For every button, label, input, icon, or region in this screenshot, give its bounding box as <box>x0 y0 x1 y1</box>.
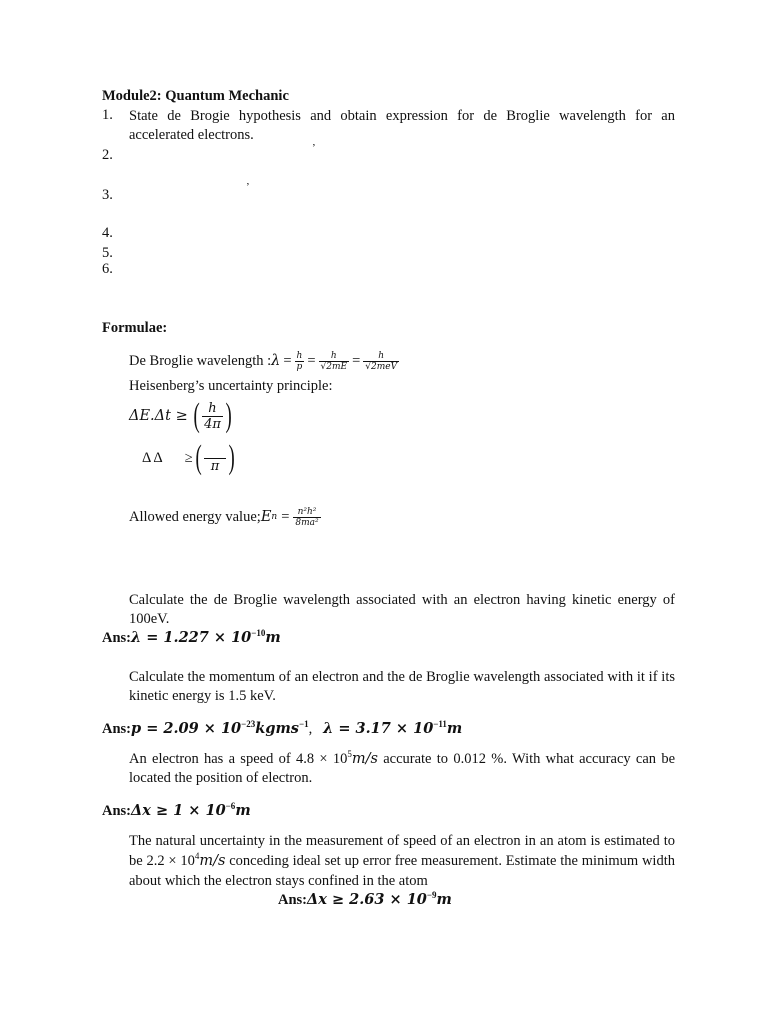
equals-sign: = <box>352 352 361 369</box>
question-number-5: 5. <box>102 245 113 261</box>
numerator: n²h² <box>293 507 320 518</box>
allowed-energy-label: Allowed energy value; <box>129 508 261 525</box>
answer-momentum: p = 2.09 × 10 <box>131 720 242 737</box>
answer-value: Δx ≥ 1 × 10 <box>131 802 226 819</box>
problem-text-part: accurate to 0.012 %. With what accuracy can be located the position of electron. <box>129 751 676 786</box>
exponent: 4 <box>194 851 200 861</box>
right-paren: ) <box>225 397 232 434</box>
equals-sign: = <box>283 352 292 369</box>
answer-value: Δx ≥ 2.63 × 10 <box>307 891 427 908</box>
problem-text-part: An electron has a speed of 4.8 × 10 <box>129 751 348 767</box>
problem-text-part: conceding ideal set up error free measurement. Estimate the minimum width about which the electron stays confined in the atom <box>129 853 675 889</box>
numerator <box>204 443 226 459</box>
de-broglie-label: De Broglie wavelength : <box>129 352 272 369</box>
answer-value: λ = 1.227 × 10 <box>131 629 252 646</box>
fraction-h-over-4pi <box>202 401 223 432</box>
problem-2-answer <box>102 720 462 738</box>
de-broglie-formula <box>129 346 399 376</box>
problem-3-answer <box>102 802 251 820</box>
answer-prefix: Ans: <box>278 892 308 908</box>
answer-exponent: −23 <box>241 719 256 729</box>
equals-sign: = <box>307 352 316 369</box>
right-paren: ) <box>228 439 235 476</box>
fraction-h-over-sqrt-2mE <box>319 351 350 372</box>
problem-2-text: Calculate the momentum of an electron and the de Broglie wavelength associated with it if its kinetic energy is 1.5 keV. <box>129 669 675 704</box>
question-number-6: 6. <box>102 261 113 277</box>
left-paren: ( <box>193 397 200 434</box>
problem-1-text: Calculate the de Broglie wavelength associated with an electron having kinetic energy of 100eV. <box>129 592 675 627</box>
question-number-3: 3. <box>102 187 113 203</box>
fraction-h-over-sqrt-2meV <box>363 351 399 372</box>
numerator: h <box>296 350 303 361</box>
problem-text-part: The natural uncertainty in the measurement of speed of an electron in an atom is estimated to be 2.2 × 10 <box>129 833 675 869</box>
denominator: √2mE <box>320 361 348 372</box>
energy-subscript: n <box>271 512 278 522</box>
denominator: √2meV <box>365 361 398 372</box>
numerator: h <box>319 351 350 362</box>
allowed-energy-formula <box>129 502 321 532</box>
answer-unit: m <box>235 802 251 819</box>
left-paren: ( <box>195 439 202 476</box>
problem-4-text <box>129 831 675 891</box>
answer-unit: m <box>265 629 281 646</box>
problem-4-answer <box>278 891 452 909</box>
answer-prefix: Ans: <box>102 803 132 819</box>
energy-time-lhs: ΔE.Δt ≥ <box>129 408 188 424</box>
equals-sign: = <box>281 508 290 525</box>
answer-exponent: −10 <box>251 628 266 638</box>
module-title: Module2: Quantum Mechanic <box>102 88 289 104</box>
answer-prefix: Ans: <box>102 630 132 646</box>
question-number-4: 4. <box>102 225 113 241</box>
answer-separator: , <box>308 721 324 737</box>
formulae-heading: Formulae: <box>102 320 168 336</box>
position-momentum-uncertainty <box>142 438 237 478</box>
denominator: 8ma² <box>295 517 319 528</box>
geq-sign: ≥ <box>184 449 193 466</box>
fraction-h-over-p <box>295 351 305 372</box>
answer-unit: m <box>446 720 463 737</box>
answer-exponent: −9 <box>426 890 437 900</box>
denominator: 4π <box>204 416 221 432</box>
energy-symbol: E <box>260 509 272 525</box>
unit: m/s <box>351 751 378 767</box>
energy-time-uncertainty <box>129 396 234 436</box>
question-number-2: 2. <box>102 147 113 163</box>
denominator: π <box>210 458 220 474</box>
question-number-1: 1. <box>102 107 113 123</box>
heisenberg-label: Heisenberg’s uncertainty principle: <box>129 378 333 394</box>
unit: m/s <box>199 853 226 869</box>
numerator: h <box>202 401 223 417</box>
answer-prefix: Ans: <box>102 721 132 737</box>
fraction-energy <box>293 507 320 528</box>
answer-unit: m <box>436 891 452 908</box>
question-text-1: State de Brogie hypothesis and obtain expression for de Broglie wavelength for an accelerated electrons. <box>129 108 675 143</box>
problem-1-answer <box>102 629 281 647</box>
problem-3-text <box>129 750 675 788</box>
answer-unit-exponent: −1 <box>298 719 309 729</box>
lambda-symbol: λ <box>271 353 281 369</box>
denominator: p <box>296 361 303 372</box>
answer-exponent: −6 <box>225 801 236 811</box>
answer-exponent: −11 <box>433 719 447 729</box>
delta-symbols: Δ Δ <box>142 449 163 466</box>
numerator: h <box>363 351 399 362</box>
fraction-blank-over-pi <box>204 443 226 474</box>
stray-mark: ’ <box>246 181 250 193</box>
exponent: 5 <box>347 749 352 759</box>
answer-unit: kgms <box>255 720 299 737</box>
stray-mark: ’ <box>312 142 316 154</box>
answer-wavelength: λ = 3.17 × 10 <box>323 720 434 737</box>
